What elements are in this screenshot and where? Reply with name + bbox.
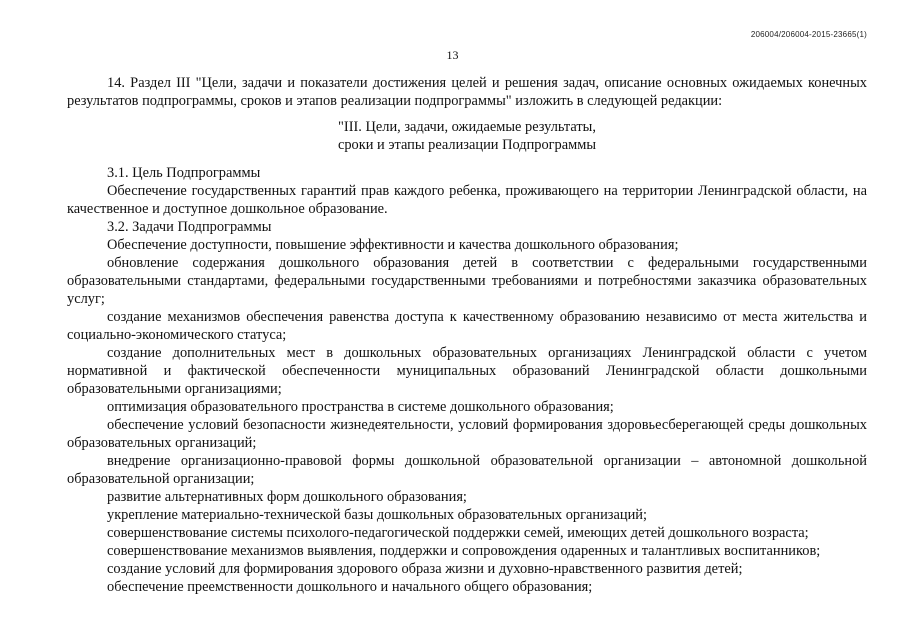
intro-paragraph: 14. Раздел III "Цели, задачи и показатели достижения целей и решения задач, описание основных ожидаемых конечных результатов подпрограммы, сроков и этапов реализации подпрограммы" изложить в следующей редакции: (67, 75, 867, 109)
task-item: обновление содержания дошкольного образования детей в соответствии с федеральными государственными образовательными стандартами, федеральными государственными требованиями и потребностями заказчика образовательных услуг; (67, 255, 867, 307)
goal-text: Обеспечение государственных гарантий прав каждого ребенка, проживающего на территории Ленинградской области, на качественное и доступное дошкольное образование. (67, 183, 867, 217)
section-heading-line-2: сроки и этапы реализации Подпрограммы (337, 137, 597, 153)
task-item: создание дополнительных мест в дошкольных образовательных организациях Ленинградской области с учетом нормативной и фактической обеспеченности муниципальных образований Ленинградской области дошкольными образовательными организациями; (67, 345, 867, 397)
goal-title: 3.1. Цель Подпрограммы (107, 165, 261, 181)
task-item: оптимизация образовательного пространства в системе дошкольного образования; (107, 399, 614, 415)
task-item: совершенствование системы психолого-педагогической поддержки семей, имеющих детей дошкольного возраста; (107, 525, 809, 541)
document-body (67, 74, 867, 596)
section-heading (67, 118, 867, 154)
task-item: развитие альтернативных форм дошкольного образования; (107, 489, 467, 505)
section-heading-line-1: "III. Цели, задачи, ожидаемые результаты, (338, 119, 596, 135)
task-item: совершенствование механизмов выявления, поддержки и сопровождения одаренных и талантливых воспитанников; (107, 543, 821, 559)
task-item: Обеспечение доступности, повышение эффективности и качества дошкольного образования; (107, 237, 679, 253)
task-item: обеспечение условий безопасности жизнедеятельности, условий формирования здоровьесберегающей среды дошкольных образовательных организаций; (67, 417, 867, 451)
task-item: создание условий для формирования здорового образа жизни и духовно-нравственного развития детей; (107, 561, 743, 577)
document-id: 206004/206004-2015-23665(1) (750, 30, 867, 39)
task-item: укрепление материально-технической базы дошкольных образовательных организаций; (107, 507, 647, 523)
task-item: обеспечение преемственности дошкольного и начального общего образования; (107, 579, 593, 595)
task-item: внедрение организационно-правовой формы дошкольной образовательной организации – автономной дошкольной образовательной организации; (67, 453, 867, 487)
task-item: создание механизмов обеспечения равенства доступа к качественному образованию независимо от места жительства и социально-экономического статуса; (67, 309, 867, 343)
tasks-title: 3.2. Задачи Подпрограммы (107, 219, 272, 235)
page-number: 13 (446, 48, 459, 62)
